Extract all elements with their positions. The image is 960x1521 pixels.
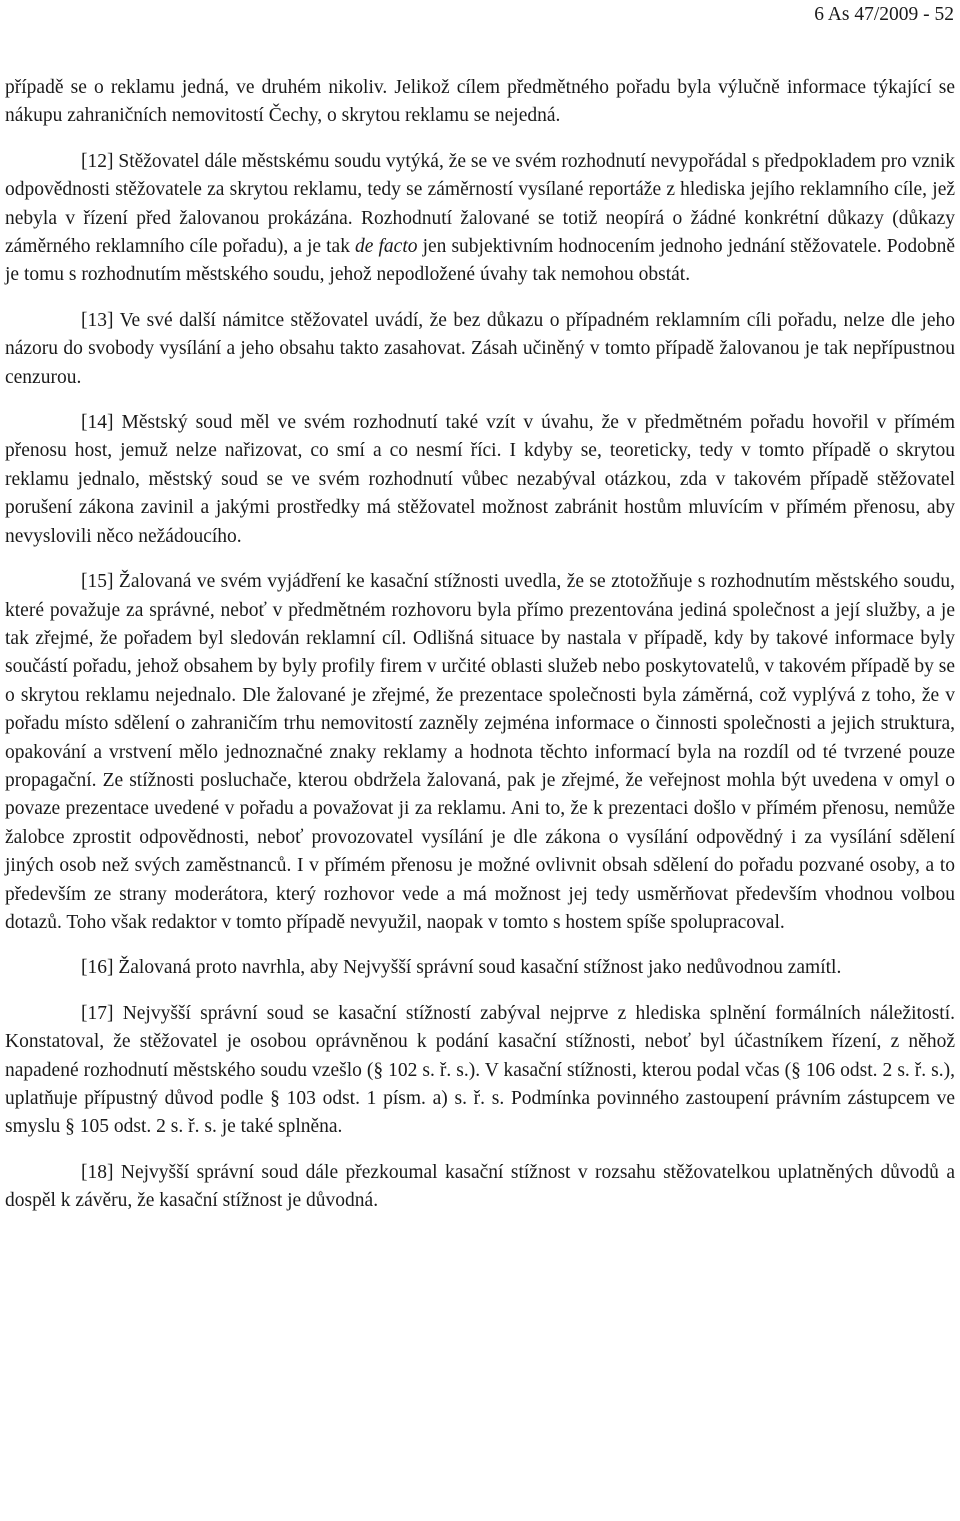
- paragraph-13: [5, 307, 955, 392]
- paragraph-text: [18] Nejvyšší správní soud dále přezkoumal kasační stížnost v rozsahu stěžovatelkou uplatněných důvodů a dospěl k závěru, že kasační stížnost je důvodná.: [5, 1161, 955, 1212]
- document-body: [5, 74, 955, 1233]
- paragraph-14: [5, 409, 955, 551]
- paragraph-text: [16] Žalovaná proto navrhla, aby Nejvyšší správní soud kasační stížnost jako nedůvodnou zamítl.: [81, 957, 842, 979]
- paragraph-text: [15] Žalovaná ve svém vyjádření ke kasační stížnosti uvedla, že se ztotožňuje s rozhodnutím městského soudu, které považuje za správné, neboť v předmětném rozhovoru byla přímo prezentována jediná společnost a její služby, a je tak zřejmé, že pořadem byl sledován reklamní cíl. Odlišná situace by nastala v případě, kdy by takové informace byly součástí pořadu, jehož obsahem by byly profily firem v určité oblasti služeb nebo poskytovatelů, v takovém případě by se o skrytou reklamu nejednalo. Dle žalované je zřejmé, že prezentace společnosti byla záměrná, což vyplývá z toho, že v pořadu místo sdělení o zahraničím trhu nemovitostí zazněly zejména informace o činnosti společnosti a jejich struktura, opakování a vrstvení mělo jednoznačné znaky reklamy a hodnota těchto informací byla na rozdíl od té tvrzené pouze propagační. Ze stížnosti posluchače, kterou obdržela žalovaná, pak je zřejmé, že veřejnost mohla být uvedena v omyl o povaze prezentace uvedené v pořadu a považovat ji za reklamu. Ani to, že k prezentaci došlo v přímém přenosu, nemůže žalobce zprostit odpovědnosti, neboť provozovatel vysílání je dle zákona o vysílání odpovědný i za vysílání sdělení jiných osob než svých zaměstnanců. I v přímém přenosu je možné ovlivnit obsah sdělení do pořadu pozvané osoby, a to především ze strany moderátora, který rozhovor vede a má možnost jej tedy usměrňovat především vhodnou volbou dotazů. Toho však redaktor v tomto případě nevyužil, naopak v tomto s hostem spíše spolupracoval.: [5, 571, 955, 933]
- paragraph-15: [5, 568, 955, 937]
- paragraph-12: [5, 148, 955, 290]
- latin-phrase: de facto: [355, 236, 418, 258]
- paragraph-text: [14] Městský soud měl ve svém rozhodnutí také vzít v úvahu, že v předmětném pořadu hovořil v přímém přenosu host, jemuž nelze nařizovat, co smí a co nesmí říci. I kdyby se, teoreticky, tedy v tomto případě o skrytou reklamu jednalo, městský soud se ve svém rozhodnutí vůbec nezabýval otázkou, zda v takovém případě stěžovatel porušení zákona zavinil a jakými prostředky má stěžovatel možnost zabránit hostům mluvícím v přímém přenosu, aby nevyslovili něco nežádoucího.: [5, 412, 955, 547]
- paragraph-intro: [5, 74, 955, 131]
- paragraph-text: jen subjektivním hodnocením jednoho jednání stěžovatele. Podobně je tomu s rozhodnutím městského soudu, jehož nepodložené úvahy tak nemohou obstát.: [5, 236, 955, 286]
- paragraph-text: [17] Nejvyšší správní soud se kasační stížností zabýval nejprve z hlediska splnění formálních náležitostí. Konstatoval, že stěžovatel je osobou oprávněnou k podání kasační stížnosti, neboť byl účastníkem řízení, z něhož napadené rozhodnutí městského soudu vzešlo (§ 102 s. ř. s.). V kasační stížnosti, kterou podal včas (§ 106 odst. 2 s. ř. s.), uplatňuje přípustný důvod podle § 103 odst. 1 písm. a) s. ř. s. Podmínka povinného zastoupení právním zástupcem ve smyslu § 105 odst. 2 s. ř. s. je také splněna.: [5, 1002, 955, 1138]
- case-reference-header: 6 As 47/2009 - 52: [814, 4, 954, 25]
- paragraph-17: [5, 1000, 955, 1142]
- paragraph-text: [13] Ve své další námitce stěžovatel uvádí, že bez důkazu o případném reklamním cíli pořadu, nelze dle jeho názoru do svobody vysílání a jeho obsahu takto zasahovat. Zásah učiněný v tomto případě žalovanou je tak nepřípustnou cenzurou.: [5, 309, 955, 388]
- paragraph-text: případě se o reklamu jedná, ve druhém nikoliv. Jelikož cílem předmětného pořadu byla výlučně informace týkající se nákupu zahraničních nemovitostí Čechy, o skrytou reklamu se nejedná.: [5, 77, 955, 127]
- paragraph-18: [5, 1159, 955, 1216]
- paragraph-text: [12] Stěžovatel dále městskému soudu vytýká, že se ve svém rozhodnutí nevypořádal s předpokladem pro vznik odpovědnosti stěžovatele za skrytou reklamu, tedy se záměrností vysílané reportáže z hlediska jejího reklamního cíle, jež nebyla v řízení před žalovanou prokázána. Rozhodnutí žalované se totiž neopírá o žádné konkrétní důkazy (důkazy záměrného reklamního cíle pořadu), a je tak: [5, 150, 956, 258]
- paragraph-16: [5, 954, 955, 982]
